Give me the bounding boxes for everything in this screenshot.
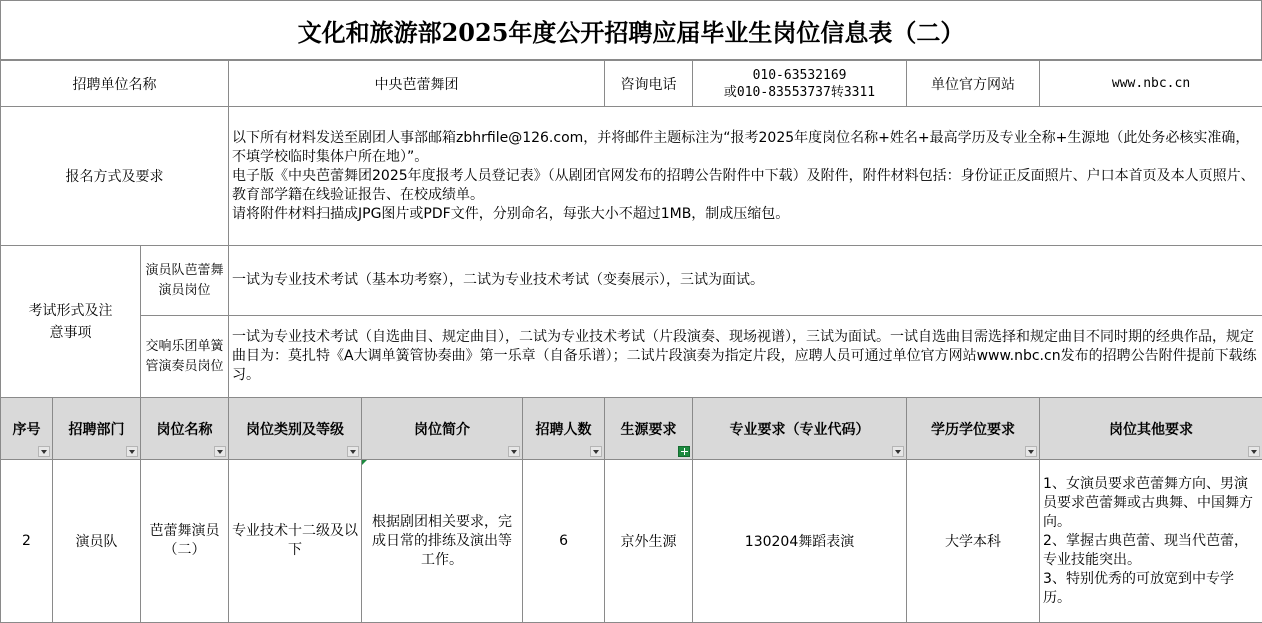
header-dept[interactable] bbox=[53, 398, 141, 460]
exam-text-clarinet[interactable]: 一试为专业技术考试（自选曲目、规定曲目），二试为专业技术考试（片段演奏、现场视谱），三试为面试。一试自选曲目需选择和规定曲目不同时期的经典作品，规定曲目为：莫扎特《A大调单簧管协奏曲》第一乐章（自备乐谱）；二试片段演奏为指定片段，应聘人员可通过单位官方网站www.nbc.cn发布的招聘公告附件提前下载练习。 bbox=[229, 316, 1262, 398]
info-row bbox=[1, 61, 1262, 107]
header-no-label: 序号 bbox=[13, 422, 41, 438]
recruitment-table bbox=[0, 60, 1262, 623]
exam-row-2 bbox=[1, 316, 1262, 398]
unit-name-label: 招聘单位名称 bbox=[1, 61, 229, 107]
cell-other[interactable]: 1、女演员要求芭蕾舞方向、男演员要求芭蕾舞或古典舞、中国舞方向。 2、掌握古典芭蕾、现当代芭蕾，专业技能突出。 3、特别优秀的可放宽到中专学历。 bbox=[1040, 460, 1262, 623]
apply-label: 报名方式及要求 bbox=[1, 107, 229, 246]
phone-line-1: 010-63532169 bbox=[693, 67, 906, 84]
filter-active-icon[interactable] bbox=[678, 446, 690, 457]
exam-row-1 bbox=[1, 246, 1262, 316]
apply-row bbox=[1, 107, 1262, 246]
cell-source[interactable]: 京外生源 bbox=[605, 460, 693, 623]
header-degree[interactable] bbox=[907, 398, 1040, 460]
header-major[interactable] bbox=[693, 398, 907, 460]
header-count[interactable] bbox=[523, 398, 605, 460]
phone-line-2: 或010-83553737转3311 bbox=[693, 84, 906, 101]
cell-dept[interactable]: 演员队 bbox=[53, 460, 141, 623]
header-category[interactable] bbox=[229, 398, 362, 460]
cell-no[interactable]: 2 bbox=[1, 460, 53, 623]
apply-content[interactable] bbox=[229, 107, 1262, 246]
exam-post-ballet: 演员队芭蕾舞演员岗位 bbox=[141, 246, 229, 316]
header-no[interactable] bbox=[1, 398, 53, 460]
header-source-label: 生源要求 bbox=[621, 422, 677, 438]
filter-dropdown-icon[interactable] bbox=[347, 446, 359, 457]
unit-name-value[interactable]: 中央芭蕾舞团 bbox=[229, 61, 605, 107]
header-other[interactable] bbox=[1040, 398, 1262, 460]
cell-post[interactable]: 芭蕾舞演员（二） bbox=[141, 460, 229, 623]
exam-text-ballet[interactable]: 一试为专业技术考试（基本功考察），二试为专业技术考试（变奏展示），三试为面试。 bbox=[229, 246, 1262, 316]
cell-category[interactable]: 专业技术十二级及以下 bbox=[229, 460, 362, 623]
filter-dropdown-icon[interactable] bbox=[590, 446, 602, 457]
exam-label bbox=[1, 246, 141, 398]
filter-dropdown-icon[interactable] bbox=[508, 446, 520, 457]
filter-dropdown-icon[interactable] bbox=[38, 446, 50, 457]
header-category-label: 岗位类别及等级 bbox=[246, 422, 344, 438]
filter-dropdown-icon[interactable] bbox=[1248, 446, 1260, 457]
column-header-row bbox=[1, 398, 1262, 460]
apply-line-1: 以下所有材料发送至剧团人事部邮箱zbhrfile@126.com，并将邮件主题标注为“报考2025年度岗位名称+姓名+最高学历及专业全称+生源地（此处务必核实准确，不填学校临时集体户所在地）”。 bbox=[232, 129, 1259, 167]
exam-post-clarinet: 交响乐团单簧管演奏员岗位 bbox=[141, 316, 229, 398]
header-other-label: 岗位其他要求 bbox=[1109, 422, 1193, 438]
header-post[interactable] bbox=[141, 398, 229, 460]
filter-dropdown-icon[interactable] bbox=[126, 446, 138, 457]
cell-major[interactable]: 130204舞蹈表演 bbox=[693, 460, 907, 623]
cell-count[interactable]: 6 bbox=[523, 460, 605, 623]
filter-dropdown-icon[interactable] bbox=[892, 446, 904, 457]
header-major-label: 专业要求（专业代码） bbox=[730, 422, 870, 438]
apply-line-3: 请将附件材料扫描成JPG图片或PDF文件，分别命名，每张大小不超过1MB，制成压缩包。 bbox=[232, 205, 1259, 224]
website-label: 单位官方网站 bbox=[907, 61, 1040, 107]
phone-label: 咨询电话 bbox=[605, 61, 693, 107]
sheet-title: 文化和旅游部2025年度公开招聘应届毕业生岗位信息表（二） bbox=[0, 0, 1262, 60]
cell-intro[interactable] bbox=[362, 460, 523, 623]
filter-dropdown-icon[interactable] bbox=[1025, 446, 1037, 457]
header-post-label: 岗位名称 bbox=[157, 422, 213, 438]
header-count-label: 招聘人数 bbox=[536, 422, 592, 438]
header-degree-label: 学历学位要求 bbox=[931, 422, 1015, 438]
cell-degree[interactable]: 大学本科 bbox=[907, 460, 1040, 623]
exam-label-text: 考试形式及注意事项 bbox=[29, 300, 113, 344]
cell-comment-marker-icon bbox=[362, 460, 367, 465]
filter-dropdown-icon[interactable] bbox=[214, 446, 226, 457]
phone-value[interactable] bbox=[693, 61, 907, 107]
table-row bbox=[1, 460, 1262, 623]
header-intro[interactable] bbox=[362, 398, 523, 460]
cell-intro-text: 根据剧团相关要求，完成日常的排练及演出等工作。 bbox=[362, 513, 522, 570]
website-value[interactable]: www.nbc.cn bbox=[1040, 61, 1262, 107]
header-intro-label: 岗位简介 bbox=[414, 422, 470, 438]
header-source[interactable] bbox=[605, 398, 693, 460]
header-dept-label: 招聘部门 bbox=[69, 422, 125, 438]
apply-line-2: 电子版《中央芭蕾舞团2025年度报考人员登记表》（从剧团官网发布的招聘公告附件中下载）及附件，附件材料包括：身份证正反面照片、户口本首页及本人页照片、教育部学籍在线验证报告、在校成绩单。 bbox=[232, 167, 1259, 205]
